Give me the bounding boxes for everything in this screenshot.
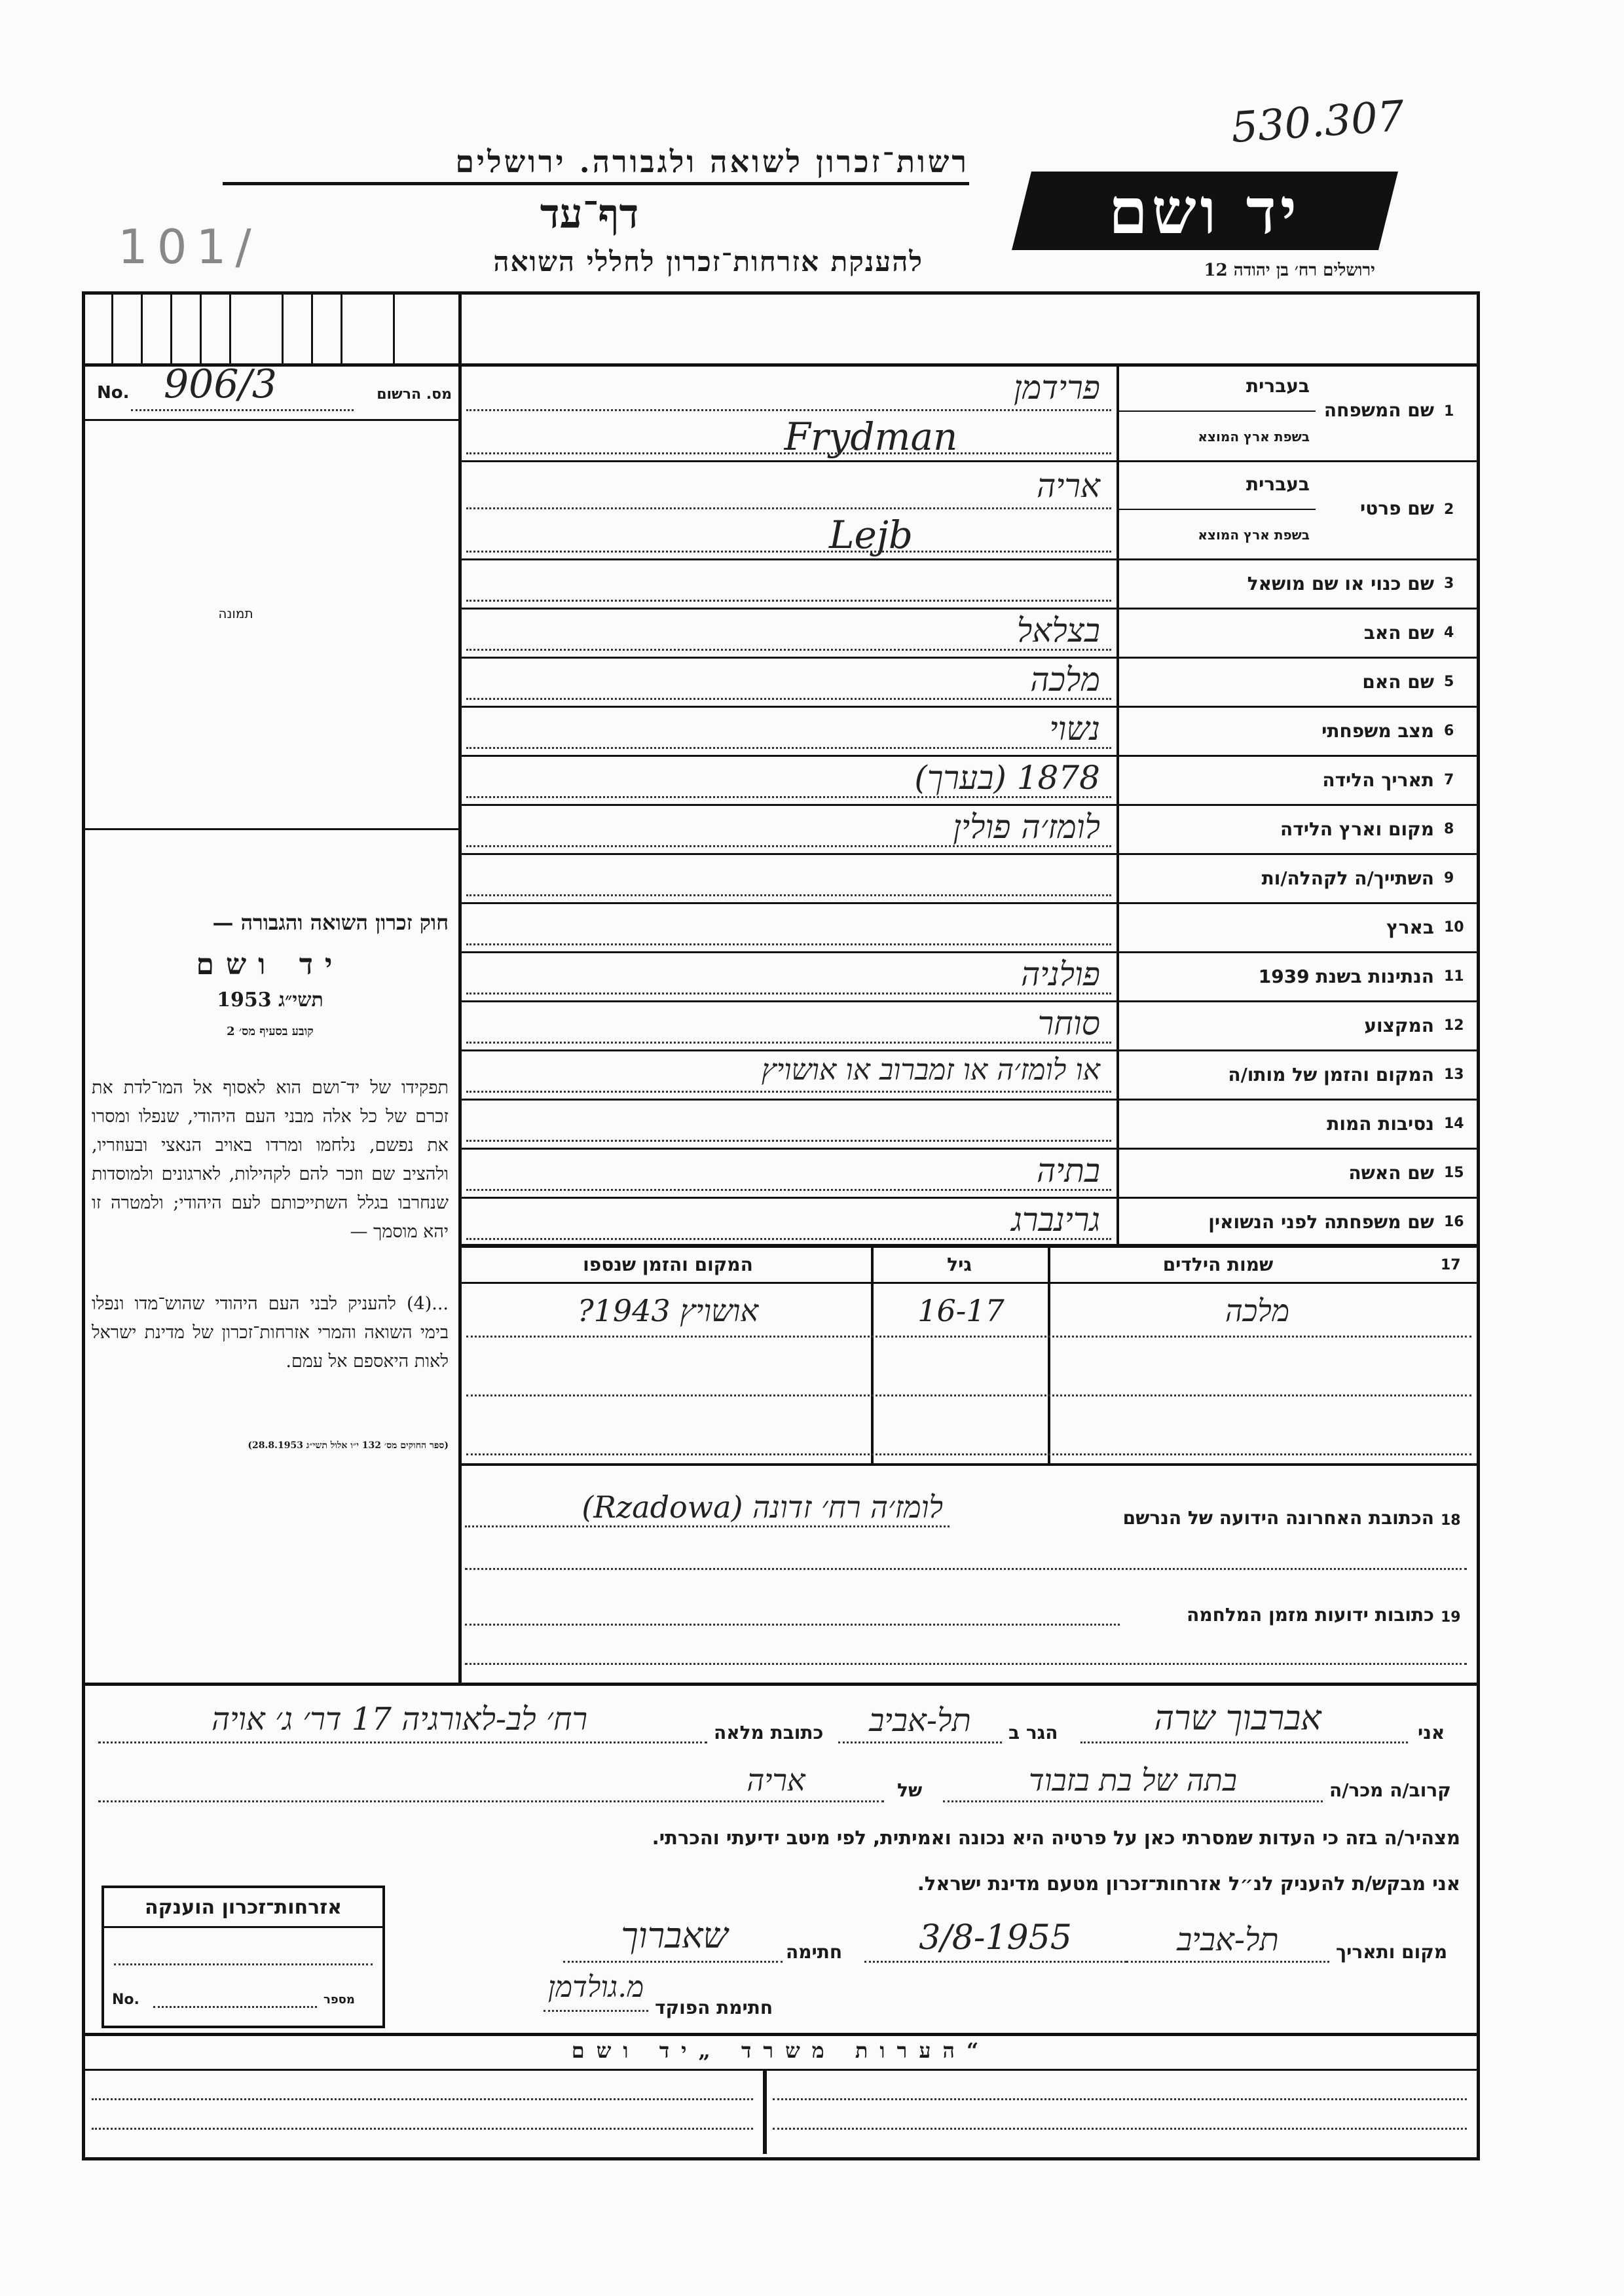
field-label: נסיבות המות <box>1327 1112 1434 1135</box>
field-value-latin: Frydman <box>784 414 958 459</box>
field-number: 11 <box>1444 968 1464 985</box>
law-year: תשי״ג 1953 <box>217 989 323 1011</box>
law-ref: קובע בסעיף מס׳ 2 <box>227 1025 314 1038</box>
field-label: שם המשפחה <box>1323 399 1434 421</box>
field-number: 1 <box>1444 403 1454 420</box>
field-label: בארץ <box>1386 916 1434 938</box>
code-boxes <box>85 295 458 363</box>
decl-officer-signature: מ.גולדמן <box>547 1971 644 2004</box>
decl-name: אברבוך שרה <box>1154 1699 1321 1738</box>
logo-text: יד ושם <box>1109 173 1301 248</box>
field18-number: 18 <box>1441 1512 1461 1529</box>
field-label: שם האשה <box>1348 1161 1434 1184</box>
field-value: סוחר <box>1037 1004 1100 1042</box>
decl-relative-label: קרוב/ה מכר/ה <box>1329 1779 1451 1801</box>
children-place-header: המקום והזמן שנספו <box>583 1254 753 1275</box>
office-remarks-title: הערות משרד „יד ושם“ <box>571 2038 991 2063</box>
decl-signature-label: חתימה <box>786 1941 843 1963</box>
field19-label: כתובות ידועות מזמן המלחמה <box>1187 1604 1434 1626</box>
field-value: לומז׳ה פולין <box>953 807 1100 846</box>
field-sublabel-hebrew: בעברית <box>1246 473 1310 495</box>
yad-vashem-logo <box>1012 172 1398 250</box>
stamp-number: 101/ <box>118 219 261 274</box>
decl-place: תל-אביב <box>1177 1922 1279 1958</box>
field-label: שם האם <box>1362 670 1434 693</box>
field-value: גרינברג <box>1011 1200 1100 1239</box>
archive-number: 530.307 <box>1229 92 1406 153</box>
children-field-number: 17 <box>1441 1257 1461 1273</box>
field-value: מלכה <box>1030 660 1100 699</box>
field19-number: 19 <box>1441 1609 1461 1626</box>
decl-officer-label: חתימת הפוקד <box>655 1997 773 2018</box>
field-number: 2 <box>1444 501 1454 518</box>
field-number: 13 <box>1444 1066 1464 1083</box>
field-value: 1878 (בערך) <box>914 758 1100 797</box>
field-value: בתיה <box>1037 1151 1100 1190</box>
child-place: אושויץ 1943? <box>577 1293 759 1328</box>
decl-of: של <box>897 1779 923 1801</box>
registration-label: מס. הרשום <box>377 386 452 403</box>
field-value-latin: Lejb <box>829 513 913 557</box>
child-name: מלכה <box>1225 1293 1290 1328</box>
field18-value: לומז׳ה רח׳ זדונה (Rzadowa) <box>581 1489 943 1525</box>
field-value: אריה <box>1037 467 1100 505</box>
field-number: 15 <box>1444 1164 1464 1181</box>
field-label: תאריך הלידה <box>1322 769 1434 791</box>
field-number: 9 <box>1444 869 1454 886</box>
field-value: נשוי <box>1049 709 1100 748</box>
decl-signature: שאברוך <box>621 1915 728 1956</box>
decl-ani: אני <box>1418 1722 1445 1743</box>
field-label: שם האב <box>1363 621 1434 644</box>
field-label: מצב משפחתי <box>1321 720 1434 742</box>
law-paragraph-1: תפקידו של יד־ושם הוא לאסוף אל המו־לדת את זכרם של כל אלה מבני העם היהודי, שנפלו ומסרו את נפשם, נלחמו ומרדו באויב הנאצי ובעוזריו, ולהציב שם וזכר להם לקהילות, לארגונים ולמוסדות שנחרבו בגלל השתייכותם לעם היהודי; ולמטרה זו יהא מוסמך — <box>92 1078 449 1242</box>
field-label: מקום וארץ הלידה <box>1280 818 1434 840</box>
registration-number: 906/3 <box>164 361 277 407</box>
form-subtitle: להענקת אזרחות־זכרון לחללי השואה <box>493 246 923 278</box>
field-number: 6 <box>1444 722 1454 739</box>
field-number: 5 <box>1444 673 1454 690</box>
decl-resides: הגר ב <box>1008 1722 1058 1743</box>
field-sublabel-origin: בשפת ארץ המוצא <box>1198 429 1310 445</box>
photo-label: תמונה <box>218 606 253 621</box>
decl-place-date-label: מקום ותאריך <box>1336 1941 1448 1963</box>
decl-relation: בתה של בת בזבוד <box>1028 1762 1238 1798</box>
field-label: השתייך/ה לקהלה/ות <box>1261 867 1434 889</box>
field-value: פרידמן <box>1013 369 1100 407</box>
field18-label: הכתובת האחרונה הידועה של הנרשם <box>1122 1507 1434 1529</box>
field-value: בצלאל <box>1016 611 1100 649</box>
field-sublabel-hebrew: בעברית <box>1246 375 1310 397</box>
law-name: יד ושם <box>196 948 344 981</box>
children-age-header: גיל <box>947 1254 972 1275</box>
field-number: 4 <box>1444 624 1454 641</box>
field-value: או לומז׳ה או זמברוב או אושויץ <box>761 1053 1100 1087</box>
decl-request: אני מבקש/ת להעניק לנ״ל אזרחות־זכרון מטעם מדינת ישראל. <box>917 1872 1460 1895</box>
grant-box-title: אזרחות־זכרון הוענקה <box>144 1896 342 1919</box>
field-number: 3 <box>1444 575 1454 592</box>
field-sublabel-origin: בשפת ארץ המוצא <box>1198 527 1310 543</box>
law-title: חוק זכרון השואה והגבורה — <box>212 910 449 935</box>
grant-box-no-label: No. <box>112 1992 139 2008</box>
org-address: ירושלים רח׳ בן יהודה 12 <box>1204 261 1375 280</box>
field-label: המקום והזמן של מותו/ה <box>1228 1063 1434 1085</box>
law-paragraph-2: ...(4) להעניק לבני העם היהודי שהוש־מדו ונפלו בימי השואה והמרי אזרחות־זכרון של מדינת ישראל לאות היאספם אל עמם. <box>92 1294 449 1372</box>
law-source: (ספר החוקים מס׳ 132 י״ו אלול תשי״ג 28.8.1953) <box>248 1440 449 1451</box>
field-number: 10 <box>1444 919 1464 936</box>
decl-of-name: אריה <box>747 1762 805 1798</box>
decl-full-address: רח׳ לב-לאורגיה 17 דר׳ ג׳ אויה <box>211 1701 588 1738</box>
child-age: 16-17 <box>917 1293 1005 1328</box>
form-title: דף־עד <box>540 190 639 238</box>
decl-full-address-label: כתובת מלאה <box>714 1722 824 1743</box>
decl-date: 3/8-1955 <box>919 1918 1072 1958</box>
field-label: המקצוע <box>1364 1014 1434 1036</box>
field-number: 8 <box>1444 820 1454 837</box>
field-number: 16 <box>1444 1213 1464 1230</box>
top-strip <box>82 363 1477 367</box>
decl-city: תל-אביב <box>869 1702 971 1739</box>
children-names-header: שמות הילדים <box>1162 1254 1274 1275</box>
field-label: שם כנוי או שם מושאל <box>1247 572 1434 594</box>
field-number: 14 <box>1444 1115 1464 1132</box>
grant-box <box>101 1886 385 2028</box>
authority-line: רשות־זכרון לשואה ולגבורה. ירושלים <box>223 144 969 185</box>
field-number: 12 <box>1444 1017 1464 1034</box>
grant-box-number-label: מספר <box>323 1993 355 2007</box>
registration-no-label: No. <box>97 383 130 403</box>
field-label: שם משפחתה לפני הנשואין <box>1208 1211 1434 1233</box>
field-label: הנתינות בשנת 1939 <box>1258 965 1434 987</box>
field-value: פולניה <box>1020 955 1100 993</box>
field-number: 7 <box>1444 771 1454 788</box>
field-label: שם פרטי <box>1359 498 1434 519</box>
decl-statement: מצהיר/ה בזה כי העדות שמסרתי כאן על פרטיה היא נכונה ואמיתית, לפי מיטב ידיעתי והכרתי. <box>652 1827 1460 1849</box>
